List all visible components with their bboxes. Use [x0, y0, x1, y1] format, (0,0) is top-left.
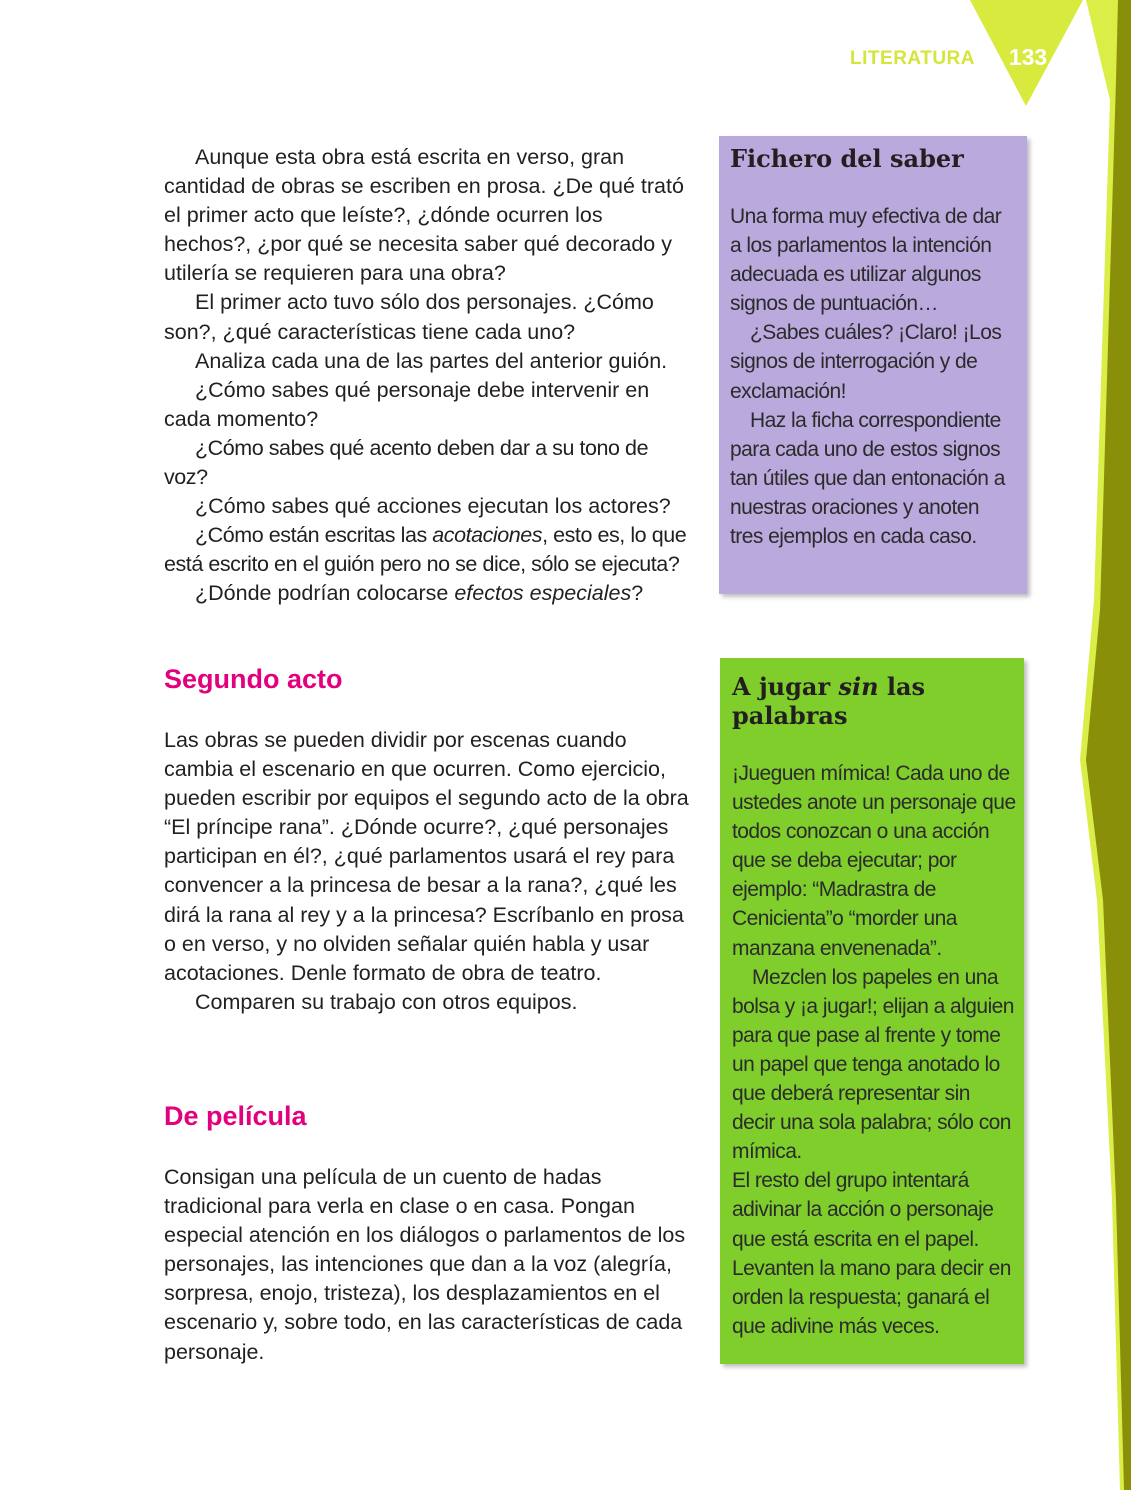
paragraph: Las obras se pueden dividir por escenas cuando cambia el escenario en que ocurren. Como ejercicio, pueden escribir por equipos el segundo acto de la obra “El príncipe rana”. ¿Dónde ocurre?, ¿qué personajes participan en él?, ¿qué parlamentos usará el rey para convencer a la princesa de besar a la rana?, ¿qué les dirá la rana al rey y a la princesa? Escríbanlo en prosa o en verso, y no olviden señalar quién habla y usar acotaciones. Denle formato de obra de teatro.	[164, 728, 689, 985]
paragraph: Aunque esta obra está escrita en verso, gran cantidad de obras se escriben en prosa. ¿De qué trató el primer acto que leíste?, ¿dónde ocurren los hechos?, ¿por qué se necesita saber qué decorado y utilería se requieren para una obra?	[164, 145, 684, 286]
title-italic: sin	[838, 672, 879, 701]
section-title-de-pelicula: De película	[164, 1101, 307, 1131]
title-run: las palabras	[732, 672, 926, 730]
paragraph: Comparen su trabajo con otros equipos.	[195, 989, 578, 1014]
italic-term: acotaciones	[432, 523, 543, 548]
segundo-acto-text	[164, 726, 690, 1017]
text-run: , esto es, lo que está escrito en el guión pero no se dice, sólo se ejecuta?	[164, 523, 687, 577]
paragraph: ¡Jueguen mímica! Cada uno de ustedes anote un personaje que todos conozcan o una acción que se deba ejecutar; por ejemplo: “Madrastra de Cenicienta”o “morder una manzana envenenada”.	[732, 762, 1016, 960]
section-title-segundo-acto: Segundo acto	[164, 664, 343, 694]
paragraph: Haz la ficha correspondiente para cada uno de estos signos tan útiles que dan entonación a nuestras oraciones y anoten tres ejemplos en cada caso.	[730, 408, 1005, 549]
italic-term: efectos especiales	[454, 581, 632, 606]
box-title: Fichero del saber	[730, 144, 964, 173]
text-run: ¿Dónde podrían colocarse	[195, 581, 455, 606]
paragraph: El resto del grupo intentará adivinar la acción o personaje que está escrita en el papel. Levanten la mano para decir en orden la respuesta; ganará el que adivine más veces.	[732, 1169, 1011, 1338]
paragraph: Analiza cada una de las partes del anterior guión.	[195, 348, 668, 373]
paragraph: Una forma muy efectiva de dar a los parlamentos la intención adecuada es utilizar algunos signos de puntuación…	[730, 205, 1002, 316]
paragraph: ¿Sabes cuáles? ¡Claro! ¡Los signos de interrogación y de exclamación!	[730, 321, 1002, 403]
paragraph: ¿Cómo sabes qué acciones ejecutan los actores?	[195, 494, 671, 519]
title-run: A jugar	[732, 672, 839, 701]
paragraph: ¿Cómo sabes qué personaje debe intervenir en cada momento?	[164, 377, 650, 431]
fichero-del-saber-box	[719, 136, 1027, 594]
box-title	[732, 672, 1017, 730]
paragraph: Mezclen los papeles en una bolsa y ¡a jugar!; elijan a alguien para que pase al frente y tome un papel que tenga anotado lo que deberá representar sin decir una sola palabra; sólo con mímica.	[732, 965, 1014, 1164]
de-pelicula-text	[164, 1163, 690, 1367]
a-jugar-box	[720, 658, 1024, 1364]
paragraph: El primer acto tuvo sólo dos personajes. ¿Cómo son?, ¿qué características tiene cada uno?	[164, 290, 654, 344]
paragraph: ¿Cómo sabes qué acento deben dar a su tono de voz?	[164, 435, 649, 490]
paragraph: Consigan una película de un cuento de hadas tradicional para verla en clase o en casa. Pongan especial atención en los diálogos o parlamentos de los personajes, las intenciones que dan a la voz (alegría, sorpresa, enojo, tristeza), los desplazamientos en el escenario y, sobre todo, en las características de cada personaje.	[164, 1165, 686, 1364]
paragraph	[164, 521, 690, 579]
text-run: ?	[631, 581, 644, 606]
section-label: LITERATURA	[850, 48, 975, 69]
text-run: ¿Cómo están escritas las	[195, 523, 433, 548]
paragraph	[164, 579, 690, 608]
page-number: 133	[1008, 44, 1048, 70]
intro-text	[164, 143, 690, 609]
